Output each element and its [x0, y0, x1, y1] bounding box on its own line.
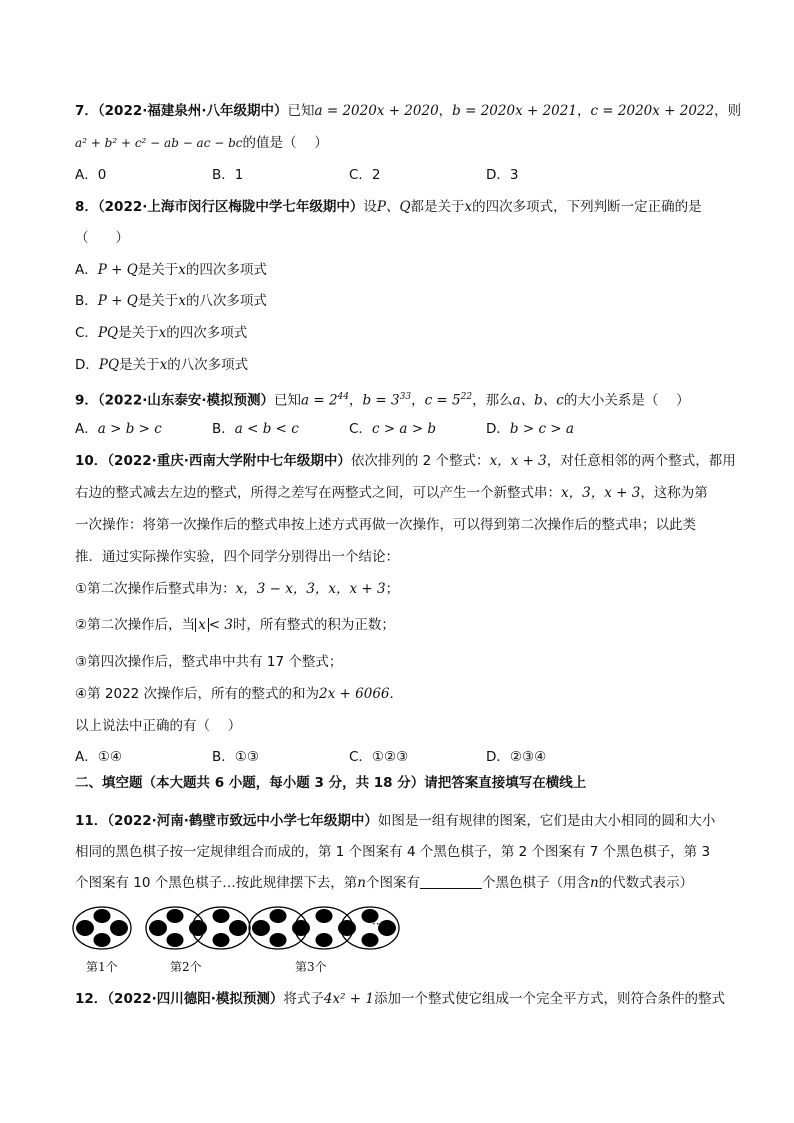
q7-question: 的值是（ ） [242, 135, 328, 151]
q12-expression: 4x² + 1 [323, 991, 374, 1007]
q10-line4: 推．通过实际操作实验，四个同学分别得出一个结论： [75, 549, 399, 565]
option-label: D． [486, 421, 510, 437]
option-expr: P + Q [97, 293, 138, 309]
black-piece [213, 909, 230, 923]
q7-eq-a: a = 2020x + 2020 [314, 103, 439, 119]
answer-blank[interactable] [420, 874, 482, 889]
black-piece [189, 920, 207, 936]
black-piece [316, 909, 333, 923]
q10-line1 [75, 451, 736, 471]
q10-expr: < 3 [208, 617, 233, 633]
option-label: D． [75, 357, 99, 373]
q10-expr: x，3，x + 3 [561, 485, 641, 501]
black-piece [362, 933, 379, 947]
q10-line3: 一次操作：将第一次操作后的整式串按上述方式再做一次操作，可以得到第二次操作后的整式串；以此类 [75, 517, 696, 533]
q10-option-c: C．①②③ [349, 749, 409, 765]
option-label: C． [349, 421, 372, 437]
black-piece [252, 920, 270, 936]
q11-text: 个黑色棋子（用含 [481, 875, 590, 891]
q7-line1: 7．（2022·福建泉州·八年级期中）已知a = 2020x + 2020，b = 2020x + 2021，c = 2020x + 2022，则 [75, 103, 742, 119]
q10-number: 10． [75, 453, 108, 469]
black-piece [94, 909, 111, 923]
black-piece [94, 933, 111, 947]
q7-number: 7． [75, 103, 98, 119]
option-expr: PQ [98, 357, 120, 373]
option-label: B． [212, 421, 235, 437]
option-post: 的八次多项式 [167, 357, 249, 373]
q8-line1 [75, 197, 702, 217]
q11-text: 个图案有 [365, 875, 420, 891]
section-heading: 二、填空题（本大题共 6 小题，每小题 3 分，共 18 分）请把答案直接填写在横线上 [75, 775, 587, 791]
black-piece [270, 909, 287, 923]
q9-b-exp: 33 [399, 392, 412, 402]
option-post: 的四次多项式 [185, 262, 267, 278]
black-piece [213, 933, 230, 947]
q10-statement-2 [75, 615, 395, 635]
q10-expr: x，x + 3 [489, 453, 547, 469]
option-expr: a > b > c [97, 421, 162, 437]
q10-option-b: B．①③ [212, 749, 259, 765]
q7-tail: ，则 [714, 103, 742, 119]
black-piece [76, 920, 94, 936]
option-pre: 是关于 [137, 293, 179, 309]
q10-option-d: D．②③④ [486, 749, 547, 765]
option-pre: 是关于 [119, 357, 160, 373]
black-piece [149, 920, 167, 936]
q10-expr: 2x + 6066 [319, 686, 390, 702]
black-piece [110, 920, 128, 936]
option-x: x [159, 357, 168, 373]
q8-pq: P、Q [376, 199, 411, 215]
q9-source: （2022·山东泰安·模拟预测） [97, 392, 274, 409]
q10-line2 [75, 483, 708, 503]
q9-text: 已知 [274, 392, 301, 409]
q11-pattern-figure [68, 903, 408, 955]
q9-option-d [486, 419, 574, 439]
option-x: x [178, 293, 186, 309]
option-expr: a < b < c [234, 421, 299, 437]
q10-statement-1 [75, 579, 399, 599]
q12-text: 添加一个整式使它组成一个完全平方式，则符合条件的整式 [374, 991, 725, 1007]
q8-source: （2022·上海市闵行区梅陇中学七年级期中） [97, 199, 364, 215]
q12-source: （2022·四川德阳·模拟预测） [107, 991, 284, 1007]
q11-line3 [75, 873, 693, 893]
option-x: x [158, 325, 167, 341]
q11-line1 [75, 811, 715, 831]
q7-option-a: A．0 [75, 167, 107, 183]
q8-post: 的四次多项式，下列判断一定正确的是 [472, 199, 702, 215]
black-piece [338, 920, 356, 936]
option-post: 的四次多项式 [166, 325, 248, 341]
option-label: A． [75, 262, 98, 278]
q9-tail: ，那么 [472, 392, 513, 409]
q10-text: ②第二次操作后，当 [75, 617, 196, 633]
option-expr: P + Q [97, 262, 138, 278]
q9-line1: 9．（2022·山东泰安·模拟预测）已知$a = 2^{44}$，$b = 3^{33}$，$c = 5^{22}$，那么a、b、c的大小关系是（ ） [75, 392, 690, 409]
q10-text: 依次排列的 2 个整式： [350, 453, 490, 469]
q11-n: n [357, 875, 366, 891]
q10-statement-3: ③第四次操作后，整式串中共有 17 个整式； [75, 654, 343, 670]
q12-text: 将式子 [283, 991, 324, 1007]
q9-question: 的大小关系是（ ） [563, 392, 690, 409]
q8-option-b [75, 291, 267, 311]
q11-text: 的代数式表示） [598, 875, 694, 891]
black-piece [167, 909, 184, 923]
q11-n: n [589, 875, 599, 891]
option-label: C． [75, 325, 98, 341]
option-pre: 是关于 [118, 325, 159, 341]
caption-pattern-1: 第1个 [86, 960, 118, 974]
q9-option-a [75, 419, 162, 439]
q8-number: 8． [75, 199, 98, 215]
q10-text: ． [389, 686, 403, 702]
q7-line2 [75, 133, 328, 153]
q10-source: （2022·重庆·西南大学附中七年级期中） [107, 453, 351, 469]
q7-option-b: B．1 [212, 167, 244, 183]
q11-text: 个图案有 10 个黑色棋子…按此规律摆下去，第 [75, 875, 358, 891]
option-post: 的八次多项式 [185, 293, 267, 309]
option-expr: b > c > a [509, 421, 574, 437]
q7-expression: a² + b² + c² − ab − ac − bc [75, 136, 243, 150]
q12-line1 [75, 989, 725, 1009]
q10-option-a: A．①④ [75, 749, 122, 765]
q12-number: 12． [75, 991, 108, 1007]
q9-option-c [349, 419, 436, 439]
q10-text: 右边的整式减去左边的整式，所得之差写在两整式之间，可以产生一个新整式串： [75, 485, 561, 501]
q8-paren: （ ） [75, 230, 129, 246]
q10-text: ①第二次操作后整式串为： [75, 581, 236, 597]
option-expr: PQ [97, 325, 119, 341]
q10-text: ，这称为第 [640, 485, 708, 501]
q11-number: 11． [75, 813, 108, 829]
q10-statement-4 [75, 684, 403, 704]
q8-option-d [75, 355, 248, 375]
q7-eq-c: c = 2020x + 2022 [590, 103, 715, 119]
q7-option-c: C．2 [349, 167, 381, 183]
q8-pre: 设 [363, 199, 377, 215]
option-x: x [178, 262, 186, 278]
black-piece [316, 933, 333, 947]
q11-line2: 相同的黑色棋子按一定规律组合而成的，第 1 个图案有 4 个黑色棋子，第 2 个图案有 7 个黑色棋子，第 3 [75, 844, 711, 860]
q10-abs-x: x [195, 618, 209, 632]
q7-text: 已知 [287, 103, 315, 119]
q9-c-exp: 22 [460, 392, 473, 402]
black-piece [292, 920, 310, 936]
q9-vars: a、b、c [512, 392, 564, 409]
q11-source: （2022·河南·鹤壁市致远中小学七年级期中） [107, 813, 378, 829]
q8-x: x [464, 199, 473, 215]
option-label: A． [75, 421, 98, 437]
q8-option-c [75, 323, 247, 343]
q9-a: a = 2 [301, 392, 338, 409]
q11-text: 如图是一组有规律的图案，它们是由大小相同的圆和大小 [377, 813, 716, 829]
q9-option-b [212, 419, 299, 439]
black-piece [270, 933, 287, 947]
q9-b: b = 3 [362, 392, 400, 409]
q10-text: ； [385, 581, 400, 597]
black-piece [167, 933, 184, 947]
q10-text: ④第 2022 次操作后，所有的整式的和为 [75, 686, 320, 702]
q9-number: 9． [75, 392, 98, 409]
option-expr: c > a > b [371, 421, 436, 437]
caption-pattern-2: 第2个 [170, 960, 202, 974]
caption-pattern-3: 第3个 [295, 960, 327, 974]
q7-option-d: D．3 [486, 167, 519, 183]
q10-text: ，对任意相邻的两个整式，都用 [546, 453, 736, 469]
black-piece [229, 920, 247, 936]
q10-text: 时，所有整式的积为正数； [232, 617, 395, 633]
option-label: B． [75, 293, 98, 309]
q9-a-exp: 44 [337, 392, 349, 402]
q7-source: （2022·福建泉州·八年级期中） [97, 103, 288, 119]
q8-option-a [75, 260, 267, 280]
q9-c: c = 5 [424, 392, 461, 409]
q10-expr: x，3 − x，3，x，x + 3 [235, 581, 386, 597]
q10-question: 以上说法中正确的有（ ） [75, 718, 242, 734]
option-pre: 是关于 [137, 262, 179, 278]
q7-eq-b: b = 2020x + 2021 [452, 103, 577, 119]
pattern-continuation-dots: ··· [372, 917, 384, 931]
q8-mid: 都是关于 [410, 199, 465, 215]
